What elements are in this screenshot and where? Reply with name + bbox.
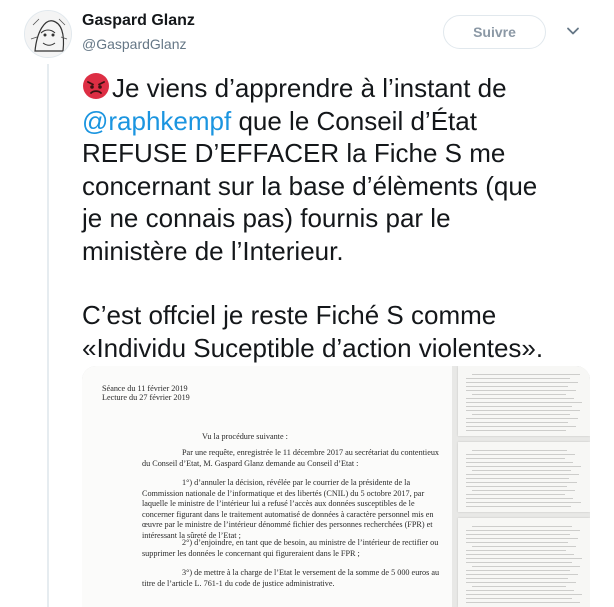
side-page-text-line	[466, 454, 575, 455]
document-pages-side	[452, 366, 590, 607]
tweet-line-2: que le Conseil d’État	[231, 105, 477, 136]
side-page-text-line	[472, 490, 575, 491]
side-page-text-line	[466, 574, 578, 575]
side-page-text-line	[466, 466, 581, 467]
side-page-text-line	[466, 378, 570, 379]
thread-line	[47, 64, 49, 607]
side-page-text-line	[472, 394, 566, 395]
angry-face-emoji-icon	[82, 72, 110, 100]
tweet-line-4: concernant sur la base d’élèments (que	[82, 170, 538, 201]
side-page-text-line	[466, 418, 578, 419]
side-page-text-line	[466, 426, 576, 427]
doc-para-3: 2°) d’enjoindre, en tant que de besoin, au ministre de l’intérieur de rectifier ou supprimer les données le concernant qui figureraient dans le FPR ;	[142, 538, 439, 558]
tweet-line-6: ministère de l’Interieur.	[82, 235, 344, 266]
user-handle[interactable]: @GaspardGlanz	[82, 36, 187, 52]
side-page-text-line	[466, 410, 580, 411]
side-page-text-line	[466, 562, 572, 563]
avatar[interactable]	[24, 10, 72, 58]
doc-para-1: Par une requête, enregistrée le 11 décembre 2017 au secrétariat du contentieux du Conseil d’Etat, M. Gaspard Glanz demande au Conseil d’Etat :	[142, 448, 440, 468]
side-page-text-line	[466, 598, 572, 599]
side-page-text-line	[472, 566, 580, 567]
side-page-text-line	[466, 458, 565, 459]
side-page-2	[458, 442, 590, 512]
doc-vu: Vu la procédure suivante :	[202, 432, 288, 441]
tweet-text	[82, 72, 592, 364]
document-page-main	[82, 366, 452, 607]
side-page-text-line	[472, 414, 570, 415]
side-page-text-line	[466, 402, 582, 403]
side-page-text-line	[472, 546, 576, 547]
side-page-text-line	[466, 406, 572, 407]
side-page-text-line	[466, 422, 568, 423]
side-page-text-line	[466, 558, 582, 559]
side-page-text-line	[466, 602, 580, 603]
side-page-text-line	[466, 430, 566, 431]
tweet-line-1: Je viens d’apprendre à l’instant de	[112, 73, 507, 103]
mention-link[interactable]: @raphkempf	[82, 105, 232, 136]
side-page-text-line	[466, 578, 568, 579]
side-page-3	[458, 518, 590, 607]
tweet-image[interactable]	[82, 366, 590, 607]
side-page-text-line	[466, 542, 568, 543]
side-page-text-line	[466, 582, 576, 583]
side-page-text-line	[472, 374, 580, 375]
side-page-text-line	[466, 390, 576, 391]
tweet-line-7: C’est offciel je reste Fiché S comme	[82, 300, 497, 330]
side-page-text-line	[466, 398, 574, 399]
chevron-down-icon[interactable]	[566, 24, 580, 38]
side-page-text-line	[466, 482, 577, 483]
side-page-1	[458, 366, 590, 436]
side-page-text-line	[466, 594, 582, 595]
side-page-text-line	[466, 554, 574, 555]
side-page-text-line	[472, 586, 566, 587]
side-page-text-line	[466, 502, 581, 503]
side-page-text-line	[466, 590, 574, 591]
side-page-text-line	[466, 478, 569, 479]
doc-para-2: 1°) d’annuler la décision, révélée par le courrier de la présidente de la Commission nationale de l’informatique et des libertés (CNIL) du 5 octobre 2017, par laquelle le ministre de l’intérieur lui a refusé l’accès aux données susceptibles de le concerner figurant dans le traitement automatisé de données à caractère personnel mis en œuvre par le ministre de l’intérieur dénommé fichier des personnes recherchées (FPR) et intéressant la sûreté de l’Etat ;	[142, 478, 434, 540]
side-page-text-line	[472, 470, 571, 471]
side-page-text-line	[466, 494, 565, 495]
doc-seance: Séance du 11 février 2019	[102, 384, 188, 393]
side-page-text-line	[466, 530, 580, 531]
side-page-text-line	[466, 506, 571, 507]
tweet-line-8: «Individu Suceptible d’action violentes».	[82, 332, 544, 363]
side-page-text-line	[466, 534, 570, 535]
follow-button[interactable]: Suivre	[443, 15, 546, 49]
side-page-text-line	[466, 386, 568, 387]
tweet-line-5: je ne connais pas) fournis par le	[82, 203, 451, 233]
side-page-text-line	[472, 526, 572, 527]
side-page-text-line	[466, 550, 566, 551]
doc-para-4: 3°) de mettre à la charge de l’Etat le versement de la somme de 5 000 euros au titre de l’article L. 761-1 du code de justice administrative.	[142, 568, 440, 588]
tweet-line-3: REFUSE D’EFFACER la Fiche S me	[82, 138, 506, 168]
side-page-text-line	[466, 474, 579, 475]
side-page-text-line	[472, 450, 567, 451]
side-page-text-line	[466, 498, 573, 499]
user-name[interactable]: Gaspard Glanz	[82, 12, 195, 29]
side-page-text-line	[466, 570, 570, 571]
side-page-text-line	[466, 486, 567, 487]
side-page-text-line	[466, 382, 578, 383]
side-page-text-line	[466, 462, 573, 463]
doc-lecture: Lecture du 27 février 2019	[102, 393, 190, 402]
side-page-text-line	[466, 538, 578, 539]
